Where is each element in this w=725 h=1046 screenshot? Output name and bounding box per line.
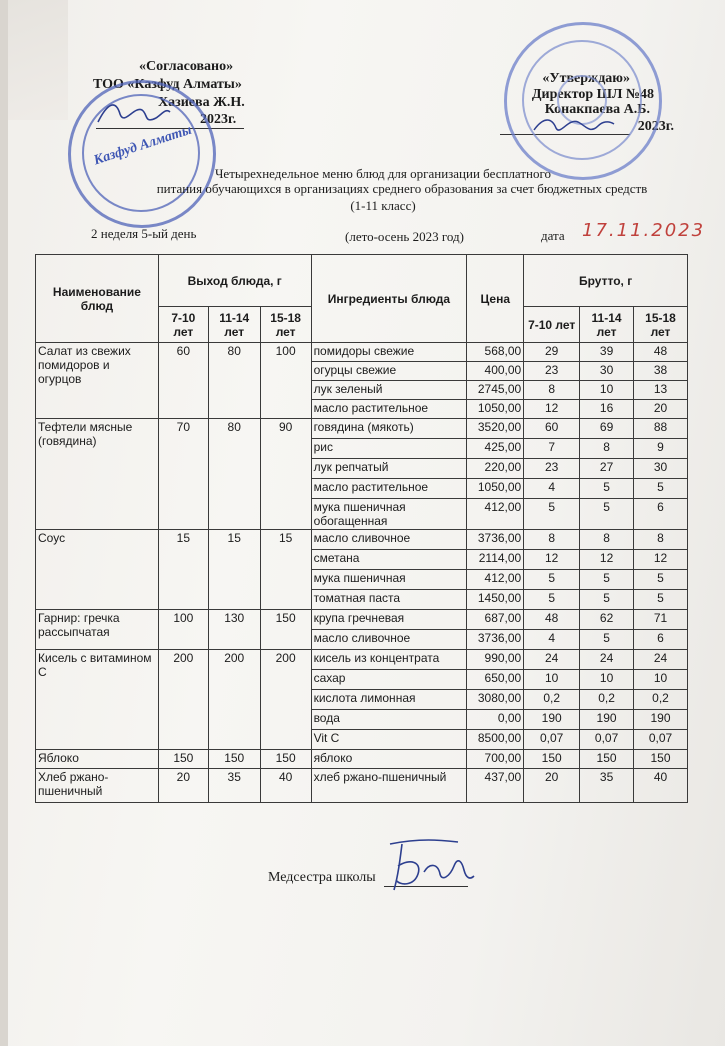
- gross-weight: 62: [580, 610, 634, 630]
- ingredient: мука пшеничная: [311, 570, 467, 590]
- dish-output: 150: [260, 750, 311, 769]
- ingredient-price: 1050,00: [467, 400, 524, 419]
- gross-weight: 8: [634, 530, 688, 550]
- gross-weight: 6: [634, 499, 688, 530]
- ingredient-price: 700,00: [467, 750, 524, 769]
- header-gross-age-15-18: 15-18 лет: [634, 307, 688, 343]
- dish-output: 200: [158, 650, 208, 750]
- approval-left-signature: [94, 96, 174, 132]
- gross-weight: 9: [634, 439, 688, 459]
- nurse-label: Медсестра школы: [268, 870, 376, 885]
- ingredient: сахар: [311, 670, 467, 690]
- ingredient: сметана: [311, 550, 467, 570]
- dish-output: 15: [208, 530, 260, 610]
- gross-weight: 48: [524, 610, 580, 630]
- gross-weight: 5: [580, 630, 634, 650]
- dish-output: 20: [158, 769, 208, 803]
- ingredient-price: 3736,00: [467, 530, 524, 550]
- gross-weight: 8: [524, 530, 580, 550]
- gross-weight: 150: [580, 750, 634, 769]
- gross-weight: 10: [580, 381, 634, 400]
- table-row: [36, 610, 688, 630]
- approval-left-title: «Согласовано»: [139, 59, 234, 74]
- menu-table: [35, 254, 688, 803]
- gross-weight: 24: [634, 650, 688, 670]
- ingredient: огурцы свежие: [311, 362, 467, 381]
- ingredient: кисель из концентрата: [311, 650, 467, 670]
- heading-line-3: (1-11 класс): [350, 198, 416, 213]
- dish-name: Гарнир: гречка рассыпчатая: [36, 610, 159, 650]
- week-day: 2 неделя 5-ый день: [91, 226, 197, 241]
- gross-weight: 29: [524, 343, 580, 362]
- gross-weight: 16: [580, 400, 634, 419]
- ingredient-price: 412,00: [467, 499, 524, 530]
- gross-weight: 5: [580, 590, 634, 610]
- gross-weight: 71: [634, 610, 688, 630]
- gross-weight: 27: [580, 459, 634, 479]
- gross-weight: 5: [524, 570, 580, 590]
- ingredient-price: 3080,00: [467, 690, 524, 710]
- gross-weight: 5: [580, 479, 634, 499]
- gross-weight: 10: [580, 670, 634, 690]
- dish-output: 90: [260, 419, 311, 530]
- nurse-signature: [380, 836, 476, 896]
- dish-output: 100: [158, 610, 208, 650]
- ingredient: помидоры свежие: [311, 343, 467, 362]
- ingredient-price: 2114,00: [467, 550, 524, 570]
- dish-output: 80: [208, 419, 260, 530]
- gross-weight: 6: [634, 630, 688, 650]
- gross-weight: 5: [634, 570, 688, 590]
- dish-output: 35: [208, 769, 260, 803]
- gross-weight: 8: [580, 530, 634, 550]
- dish-name: Соус: [36, 530, 159, 610]
- header-gross-age-7-10: 7-10 лет: [524, 307, 580, 343]
- approval-left-name: Хазиева Ж.Н.: [158, 95, 245, 110]
- gross-weight: 5: [634, 479, 688, 499]
- dish-output: 15: [260, 530, 311, 610]
- gross-weight: 0,07: [580, 730, 634, 750]
- gross-weight: 190: [524, 710, 580, 730]
- dish-output: 70: [158, 419, 208, 530]
- gross-weight: 150: [524, 750, 580, 769]
- gross-weight: 10: [634, 670, 688, 690]
- approval-right-name: Конакпаева А.Б.: [544, 102, 650, 117]
- ingredient-price: 687,00: [467, 610, 524, 630]
- gross-weight: 190: [634, 710, 688, 730]
- ingredient: крупа гречневая: [311, 610, 467, 630]
- ingredient: кислота лимонная: [311, 690, 467, 710]
- ingredient-price: 990,00: [467, 650, 524, 670]
- dish-output: 150: [260, 610, 311, 650]
- ingredient-price: 0,00: [467, 710, 524, 730]
- gross-weight: 13: [634, 381, 688, 400]
- dish-output: 100: [260, 343, 311, 419]
- date-label: дата: [541, 228, 565, 243]
- dish-output: 150: [158, 750, 208, 769]
- approval-left-org: ТОО «Казфуд Алматы»: [93, 77, 242, 92]
- heading-line-1: Четырехнедельное меню блюд для организации бесплатного: [214, 166, 552, 181]
- dish-output: 80: [208, 343, 260, 419]
- season: (лето-осень 2023 год): [345, 229, 464, 244]
- gross-weight: 0,2: [634, 690, 688, 710]
- gross-weight: 150: [634, 750, 688, 769]
- ingredient-price: 3520,00: [467, 419, 524, 439]
- paper-fold: [8, 0, 68, 120]
- ingredient-price: 8500,00: [467, 730, 524, 750]
- gross-weight: 7: [524, 439, 580, 459]
- table-row: [36, 769, 688, 803]
- dish-output: 130: [208, 610, 260, 650]
- dish-output: 200: [260, 650, 311, 750]
- ingredient-price: 1450,00: [467, 590, 524, 610]
- ingredient: масло сливочное: [311, 530, 467, 550]
- heading-line-2: питания обучающихся в организациях среднего образования за счет бюджетных средств: [156, 181, 648, 196]
- ingredient: томатная паста: [311, 590, 467, 610]
- header-ingredients: Ингредиенты блюда: [311, 255, 467, 343]
- dish-output: 150: [208, 750, 260, 769]
- gross-weight: 39: [580, 343, 634, 362]
- gross-weight: 20: [524, 769, 580, 803]
- ingredient-price: 437,00: [467, 769, 524, 803]
- ingredient-price: 3736,00: [467, 630, 524, 650]
- gross-weight: 12: [634, 550, 688, 570]
- gross-weight: 40: [634, 769, 688, 803]
- gross-weight: 69: [580, 419, 634, 439]
- approval-right-title: «Утверждаю»: [542, 71, 630, 86]
- ingredient-price: 650,00: [467, 670, 524, 690]
- ingredient-price: 400,00: [467, 362, 524, 381]
- gross-weight: 4: [524, 479, 580, 499]
- gross-weight: 5: [634, 590, 688, 610]
- table-row: [36, 530, 688, 550]
- approval-left-stamp-text: Казфуд Алматы: [92, 122, 194, 169]
- gross-weight: 5: [524, 590, 580, 610]
- dish-output: 40: [260, 769, 311, 803]
- gross-weight: 12: [524, 550, 580, 570]
- gross-weight: 5: [524, 499, 580, 530]
- table-row: [36, 750, 688, 769]
- gross-weight: 23: [524, 362, 580, 381]
- gross-weight: 88: [634, 419, 688, 439]
- dish-name: Тефтели мясные (говядина): [36, 419, 159, 530]
- gross-weight: 60: [524, 419, 580, 439]
- ingredient: вода: [311, 710, 467, 730]
- gross-weight: 4: [524, 630, 580, 650]
- gross-weight: 30: [634, 459, 688, 479]
- dish-output: 15: [158, 530, 208, 610]
- gross-weight: 35: [580, 769, 634, 803]
- header-output-age-7-10: 7-10 лет: [158, 307, 208, 343]
- dish-output: 200: [208, 650, 260, 750]
- header-gross-age-11-14: 11-14 лет: [580, 307, 634, 343]
- dish-name: Яблоко: [36, 750, 159, 769]
- ingredient: лук зеленый: [311, 381, 467, 400]
- table-row: [36, 419, 688, 439]
- ingredient-price: 425,00: [467, 439, 524, 459]
- approval-right-position: Директор ШЛ №48: [531, 87, 654, 102]
- approval-left-year: 2023г.: [200, 112, 237, 127]
- ingredient: масло растительное: [311, 479, 467, 499]
- table-row: [36, 343, 688, 362]
- dish-output: 60: [158, 343, 208, 419]
- ingredient-price: 568,00: [467, 343, 524, 362]
- ingredient: масло сливочное: [311, 630, 467, 650]
- ingredient: яблоко: [311, 750, 467, 769]
- dish-name: Кисель с витамином С: [36, 650, 159, 750]
- gross-weight: 0,2: [580, 690, 634, 710]
- header-price: Цена: [467, 255, 524, 343]
- ingredient: масло растительное: [311, 400, 467, 419]
- gross-weight: 20: [634, 400, 688, 419]
- gross-weight: 0,07: [634, 730, 688, 750]
- gross-weight: 12: [580, 550, 634, 570]
- ingredient-price: 412,00: [467, 570, 524, 590]
- approval-right-signature: [528, 110, 618, 140]
- header-dish: Наименование блюд: [36, 255, 159, 343]
- gross-weight: 190: [580, 710, 634, 730]
- ingredient: мука пшеничная обогащенная: [311, 499, 467, 530]
- header-output-age-15-18: 15-18 лет: [260, 307, 311, 343]
- header-output-age-11-14: 11-14 лет: [208, 307, 260, 343]
- ingredient: лук репчатый: [311, 459, 467, 479]
- dish-name: Салат из свежих помидоров и огурцов: [36, 343, 159, 419]
- gross-weight: 23: [524, 459, 580, 479]
- gross-weight: 8: [524, 381, 580, 400]
- gross-weight: 48: [634, 343, 688, 362]
- date-value: 17.11.2023: [582, 220, 706, 241]
- gross-weight: 0,07: [524, 730, 580, 750]
- ingredient-price: 1050,00: [467, 479, 524, 499]
- gross-weight: 8: [580, 439, 634, 459]
- gross-weight: 24: [524, 650, 580, 670]
- gross-weight: 30: [580, 362, 634, 381]
- ingredient-price: 220,00: [467, 459, 524, 479]
- ingredient: говядина (мякоть): [311, 419, 467, 439]
- ingredient: хлеб ржано-пшеничный: [311, 769, 467, 803]
- gross-weight: 10: [524, 670, 580, 690]
- ingredient-price: 2745,00: [467, 381, 524, 400]
- gross-weight: 24: [580, 650, 634, 670]
- menu-table-body: [36, 343, 688, 803]
- gross-weight: 12: [524, 400, 580, 419]
- gross-weight: 5: [580, 570, 634, 590]
- gross-weight: 5: [580, 499, 634, 530]
- ingredient: Vit C: [311, 730, 467, 750]
- header-gross: Брутто, г: [524, 255, 688, 307]
- approval-right-year: 2023г.: [637, 119, 674, 134]
- gross-weight: 0,2: [524, 690, 580, 710]
- ingredient: рис: [311, 439, 467, 459]
- table-row: [36, 650, 688, 670]
- gross-weight: 38: [634, 362, 688, 381]
- dish-name: Хлеб ржано-пшеничный: [36, 769, 159, 803]
- header-output: Выход блюда, г: [158, 255, 311, 307]
